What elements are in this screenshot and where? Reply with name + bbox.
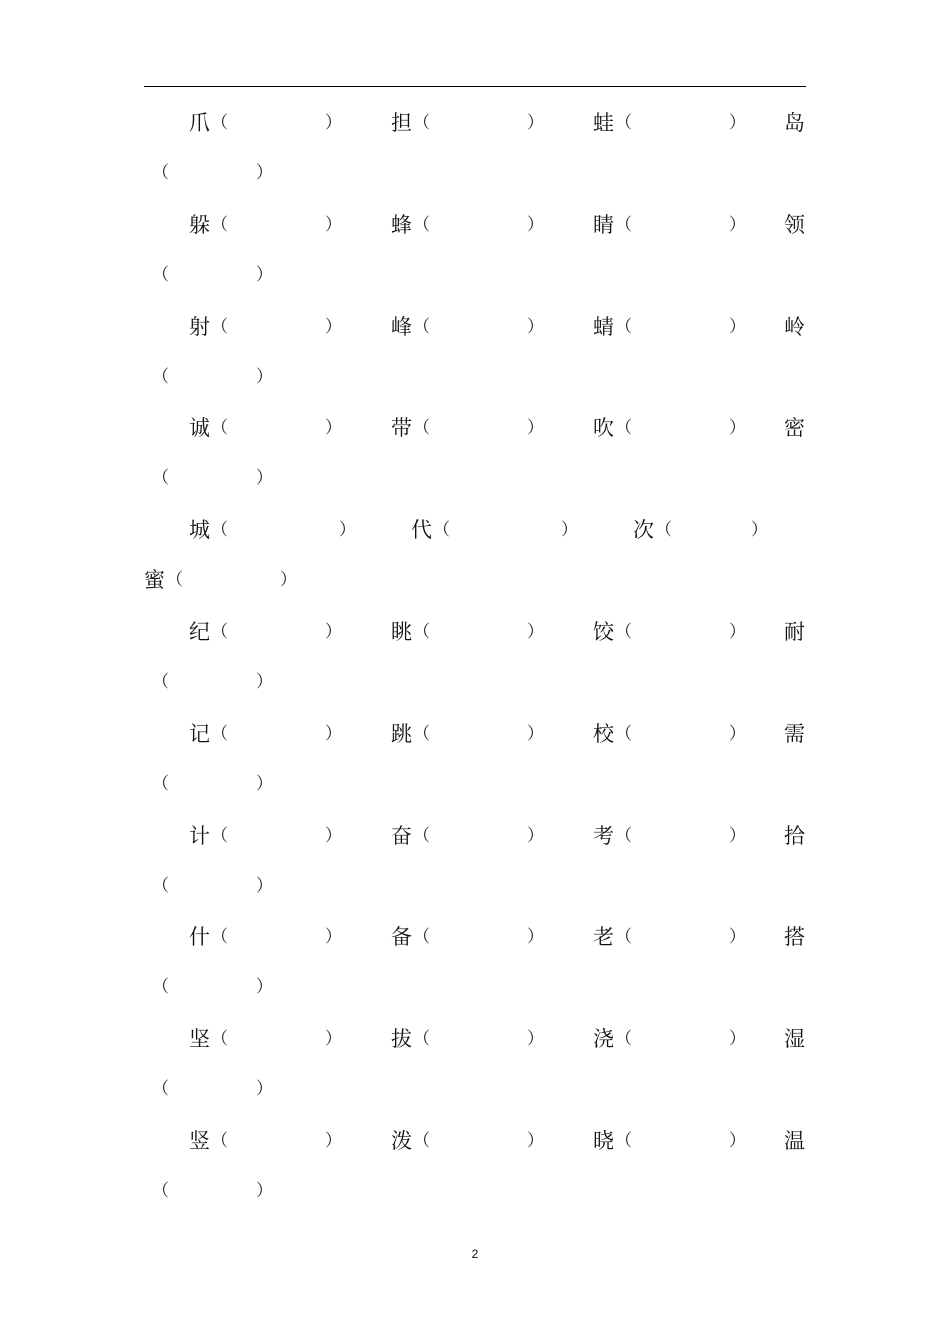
answer-blank[interactable] (172, 976, 252, 998)
open-paren: （ (211, 113, 228, 133)
close-paren: ） (729, 316, 746, 337)
open-paren: （ (615, 723, 632, 744)
hanzi-char: 拔 (391, 1027, 412, 1052)
close-paren: ） (325, 316, 342, 337)
open-paren: （ (615, 113, 632, 133)
open-paren: （ (152, 672, 169, 692)
open-paren: （ (152, 875, 169, 896)
hanzi-char: 奋 (391, 823, 412, 848)
close-paren: ） (729, 1131, 746, 1151)
entry-7-3 (0, 821, 950, 901)
answer-blank[interactable] (186, 569, 278, 591)
open-paren: （ (413, 825, 430, 846)
open-paren: （ (655, 520, 672, 541)
entry-5-3 (0, 617, 950, 697)
close-paren: ） (256, 163, 273, 183)
hanzi-char: 坚 (189, 1027, 210, 1052)
open-paren: （ (433, 520, 450, 541)
hanzi-char: 蛙 (593, 111, 614, 135)
entry-8-3 (0, 922, 950, 1002)
hanzi-char: 泼 (391, 1129, 412, 1153)
hanzi-char: 吹 (593, 416, 614, 441)
hanzi-char: 计 (189, 823, 210, 848)
open-paren: （ (615, 927, 632, 948)
open-paren: （ (413, 723, 430, 744)
close-paren: ） (527, 418, 544, 439)
open-paren: （ (211, 927, 228, 948)
answer-blank[interactable] (172, 366, 252, 388)
close-paren: ） (527, 927, 544, 948)
close-paren: ） (256, 366, 273, 387)
close-paren: ） (527, 1131, 544, 1151)
answer-blank[interactable] (231, 519, 337, 541)
hanzi-char: 蜂 (391, 212, 412, 237)
hanzi-char: 岛 (784, 111, 805, 135)
hanzi-char: 温 (784, 1129, 805, 1153)
open-paren: （ (615, 622, 632, 642)
close-paren: ） (527, 825, 544, 846)
answer-blank[interactable] (172, 671, 252, 693)
close-paren: ） (256, 1079, 273, 1100)
answer-blank[interactable] (172, 1180, 252, 1202)
close-paren: ） (527, 1029, 544, 1050)
hanzi-char: 蜻 (593, 314, 614, 339)
open-paren: （ (413, 927, 430, 948)
open-paren: （ (211, 418, 228, 439)
close-paren: ） (729, 418, 746, 439)
hanzi-char: 蜜 (144, 568, 165, 593)
hanzi-char: 纪 (189, 620, 210, 644)
hanzi-char: 拾 (784, 823, 805, 848)
open-paren: （ (211, 214, 228, 235)
open-paren: （ (211, 723, 228, 744)
open-paren: （ (166, 570, 183, 591)
close-paren: ） (325, 825, 342, 846)
close-paren: ） (751, 520, 768, 541)
hanzi-char: 校 (593, 721, 614, 746)
open-paren: （ (211, 316, 228, 337)
open-paren: （ (152, 1181, 169, 1201)
hanzi-char: 领 (784, 212, 805, 237)
open-paren: （ (413, 316, 430, 337)
entry-10-3 (0, 1126, 950, 1206)
open-paren: （ (211, 520, 228, 541)
open-paren: （ (211, 1131, 228, 1151)
page-number: 2 (471, 1247, 479, 1261)
hanzi-char: 岭 (784, 314, 805, 339)
hanzi-char: 诚 (189, 416, 210, 441)
open-paren: （ (413, 1131, 430, 1151)
close-paren: ） (325, 113, 342, 133)
entry-0-3 (0, 108, 950, 188)
hanzi-char: 跳 (391, 721, 412, 746)
close-paren: ） (527, 113, 544, 133)
close-paren: ） (325, 622, 342, 642)
close-paren: ） (729, 214, 746, 235)
answer-blank[interactable] (172, 773, 252, 795)
close-paren: ） (729, 927, 746, 948)
hanzi-char: 代 (411, 518, 432, 543)
hanzi-char: 射 (189, 314, 210, 339)
hanzi-char: 老 (593, 925, 614, 950)
open-paren: （ (152, 163, 169, 183)
close-paren: ） (527, 214, 544, 235)
close-paren: ） (527, 723, 544, 744)
close-paren: ） (325, 214, 342, 235)
answer-blank[interactable] (172, 264, 252, 286)
hanzi-char: 什 (189, 925, 210, 950)
entry-3-3 (0, 413, 950, 493)
hanzi-char: 饺 (593, 620, 614, 644)
hanzi-char: 眺 (391, 620, 412, 644)
open-paren: （ (152, 977, 169, 998)
close-paren: ） (256, 468, 273, 489)
open-paren: （ (413, 418, 430, 439)
hanzi-char: 带 (391, 416, 412, 441)
hanzi-char: 耐 (784, 620, 805, 644)
open-paren: （ (152, 1079, 169, 1100)
hanzi-char: 搭 (784, 925, 805, 950)
hanzi-char: 备 (391, 925, 412, 950)
hanzi-char: 浇 (593, 1027, 614, 1052)
open-paren: （ (152, 468, 169, 489)
open-paren: （ (615, 825, 632, 846)
close-paren: ） (561, 520, 578, 541)
close-paren: ） (325, 418, 342, 439)
close-paren: ） (325, 1131, 342, 1151)
hanzi-char: 躲 (189, 212, 210, 237)
hanzi-char: 考 (593, 823, 614, 848)
hanzi-char: 峰 (391, 314, 412, 339)
answer-blank[interactable] (172, 467, 252, 489)
entry-2-3 (0, 312, 950, 392)
open-paren: （ (615, 316, 632, 337)
close-paren: ） (527, 316, 544, 337)
close-paren: ） (256, 773, 273, 794)
hanzi-char: 密 (784, 416, 805, 441)
close-paren: ） (325, 927, 342, 948)
close-paren: ） (256, 977, 273, 998)
close-paren: ） (729, 1029, 746, 1050)
hanzi-char: 需 (784, 721, 805, 746)
close-paren: ） (256, 672, 273, 692)
open-paren: （ (413, 113, 430, 133)
hanzi-char: 担 (391, 111, 412, 135)
hanzi-char: 爪 (189, 111, 210, 135)
close-paren: ） (256, 264, 273, 285)
close-paren: ） (729, 113, 746, 133)
hanzi-char: 城 (189, 518, 210, 543)
entry-6-3 (0, 719, 950, 799)
hanzi-char: 记 (189, 721, 210, 746)
open-paren: （ (615, 1029, 632, 1050)
close-paren: ） (527, 622, 544, 642)
close-paren: ） (339, 520, 356, 541)
hanzi-char: 竖 (189, 1129, 210, 1153)
answer-blank[interactable] (172, 875, 252, 897)
hanzi-char: 晓 (593, 1129, 614, 1153)
answer-blank[interactable] (172, 162, 252, 184)
answer-blank[interactable] (172, 1078, 252, 1100)
close-paren: ） (729, 723, 746, 744)
answer-blank[interactable] (675, 519, 749, 541)
open-paren: （ (413, 622, 430, 642)
hanzi-char: 次 (633, 518, 654, 543)
close-paren: ） (256, 875, 273, 896)
open-paren: （ (615, 418, 632, 439)
close-paren: ） (256, 1181, 273, 1201)
open-paren: （ (413, 214, 430, 235)
close-paren: ） (325, 723, 342, 744)
entry-1-3 (0, 210, 950, 290)
hanzi-char: 湿 (784, 1027, 805, 1052)
open-paren: （ (615, 1131, 632, 1151)
open-paren: （ (413, 1029, 430, 1050)
open-paren: （ (152, 773, 169, 794)
open-paren: （ (211, 1029, 228, 1050)
open-paren: （ (211, 825, 228, 846)
close-paren: ） (325, 1029, 342, 1050)
close-paren: ） (280, 570, 297, 591)
open-paren: （ (152, 366, 169, 387)
close-paren: ） (729, 622, 746, 642)
open-paren: （ (615, 214, 632, 235)
entry-9-3 (0, 1024, 950, 1104)
open-paren: （ (152, 264, 169, 285)
answer-blank[interactable] (453, 519, 559, 541)
close-paren: ） (729, 825, 746, 846)
hanzi-char: 睛 (593, 212, 614, 237)
open-paren: （ (211, 622, 228, 642)
